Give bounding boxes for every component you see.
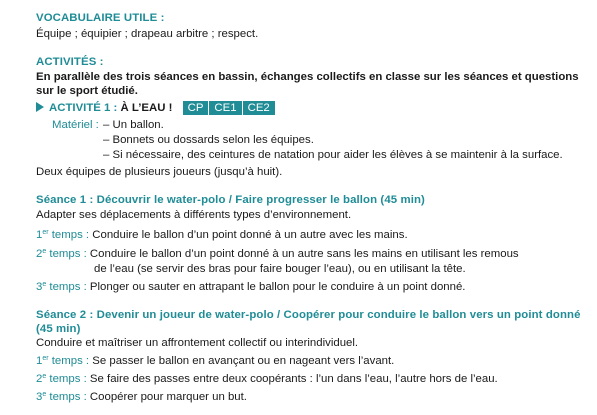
temps-label: 1er temps : (36, 355, 90, 367)
temps-label: 2e temps : (36, 373, 87, 385)
vocab-heading: VOCABULAIRE UTILE : (36, 12, 165, 24)
seance2-temps-3 (36, 390, 247, 404)
temps-text: Conduire le ballon d’un point donné à un autre avec les mains. (89, 229, 408, 241)
seance2-intro: Conduire et maîtriser un affrontement collectif ou interindividuel. (36, 337, 359, 349)
seance2-title-line2: (45 min) (36, 323, 81, 335)
seance1-temps-3 (36, 280, 465, 294)
level-tag-cp: CP (183, 101, 209, 115)
materiel-item: – Si nécessaire, des ceintures de natation pour aider les élèves à se maintenir à la surface. (103, 149, 563, 161)
arrow-right-icon (36, 102, 44, 112)
level-tags (182, 102, 275, 114)
temps-label: 3e temps : (36, 391, 87, 403)
activite1-title-part2: À L’EAU ! (117, 102, 173, 114)
materiel-item: – Un ballon. (103, 119, 164, 131)
teams-text: Deux équipes de plusieurs joueurs (jusqu’à huit). (36, 166, 283, 178)
level-tag-ce1: CE1 (209, 101, 241, 115)
seance1-temps-2-cont: de l’eau (se servir des bras pour faire bouger l’eau), ou en utilisant la tête. (94, 263, 466, 275)
seance2-temps-1 (36, 354, 394, 368)
temps-text: Coopérer pour marquer un but. (86, 391, 247, 403)
temps-text: Conduire le ballon d’un point donné à un autre sans les mains en utilisant les remous (86, 248, 519, 260)
activite1-title-part1: ACTIVITÉ 1 : (49, 102, 118, 114)
temps-label: 2e temps : (36, 248, 87, 260)
vocab-text: Équipe ; équipier ; drapeau arbitre ; respect. (36, 28, 259, 40)
seance2-temps-2 (36, 372, 498, 386)
seance1-intro: Adapter ses déplacements à différents types d’environnement. (36, 209, 352, 221)
seance1-temps-1 (36, 228, 408, 242)
temps-text: Plonger ou sauter en attrapant le ballon pour le conduire à un point donné. (86, 281, 466, 293)
activite1-title (36, 101, 275, 115)
temps-text: Se faire des passes entre deux coopérants : l’un dans l’eau, l’autre hors de l’eau. (86, 373, 498, 385)
materiel-item: – Bonnets ou dossards selon les équipes. (103, 134, 314, 146)
activites-intro-line1: En parallèle des trois séances en bassin, échanges collectifs en classe sur les séances et questions (36, 71, 579, 83)
activites-heading: ACTIVITÉS : (36, 56, 104, 68)
seance2-title-line1: Séance 2 : Devenir un joueur de water-polo / Coopérer pour conduire le ballon vers un point donné (36, 309, 581, 321)
temps-label: 1er temps : (36, 229, 90, 241)
level-tag-ce2: CE2 (243, 101, 275, 115)
activites-intro-line2: sur le sport étudié. (36, 85, 138, 97)
temps-text: Se passer le ballon en avançant ou en nageant vers l’avant. (89, 355, 395, 367)
seance1-title: Séance 1 : Découvrir le water-polo / Faire progresser le ballon (45 min) (36, 194, 425, 206)
temps-label: 3e temps : (36, 281, 87, 293)
seance1-temps-2 (36, 247, 519, 261)
materiel-label: Matériel : (52, 119, 99, 131)
